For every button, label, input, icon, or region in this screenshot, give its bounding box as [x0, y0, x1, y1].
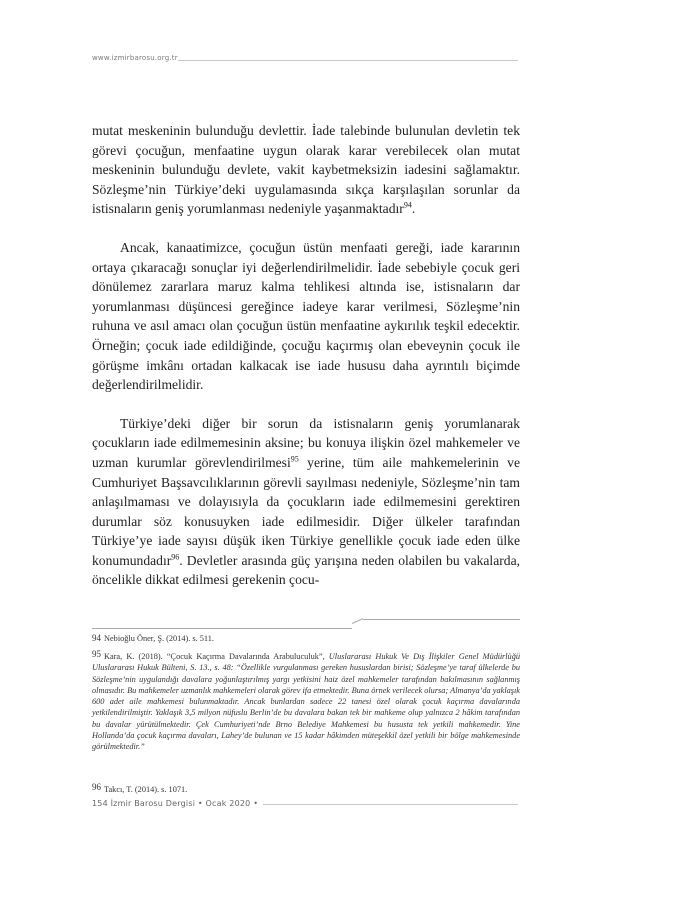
footnote-number: 94 — [92, 633, 101, 643]
footnote-text: Kara, K. (2018). “Çocuk Kaçırma Davalarında Arabuluculuk”, — [104, 652, 329, 661]
page-footer: 154 İzmir Barosu Dergisi • Ocak 2020 • — [92, 799, 259, 808]
footnote-ref-96[interactable]: 96 — [171, 552, 180, 562]
body-text — [92, 121, 520, 590]
footnote-ref-95[interactable]: 95 — [290, 454, 299, 464]
footnote-ref-94[interactable]: 94 — [403, 200, 412, 210]
footnote-text: Nebioğlu Öner, Ş. (2014). s. 511. — [104, 634, 214, 643]
footnote-text: Takcı, T. (2014). s. 1071. — [104, 785, 188, 794]
footnote-95 — [92, 649, 520, 753]
footnote-divider — [92, 619, 520, 631]
paragraph-3 — [92, 414, 520, 590]
footer-rule — [263, 804, 518, 805]
paragraph-3-text-b: yerine, tüm aile mahkemelerinin ve Cumhuriyet Başsavcılıklarının görevli sayılması nedeniyle, Sözleşme’nin tam anlaşılmaması ve dolayısıyla da çocukların iade edilmemesini gerektiren durumlar söz konusuyken iade edilmesidir. Diğer ülkeler tarafından Türkiye’ye iade sayısı düşük iken Türkiye genellikle çocuk iade eden ülke konumundadır — [92, 454, 521, 568]
paragraph-2: Ancak, kanaatimizce, çocuğun üstün menfaati gereği, iade kararının ortaya çıkaracağı sonuçlar iyi değerlendirilmelidir. İade sebebiyle çocuk geri dönülemez zararlara maruz kalma tehlikesi altında ise, istisnaların dar yorumlanması düşüncesi gereğince iadeye karar verilmesi, Sözleşme’nin ruhuna ve asıl amacı olan çocuğun üstün menfaatine aykırılık teşkil edecektir. Örneğin; çocuk iade edildiğinde, çocuğu kaçırmış olan ebeveynin çocuk ile görüşme imkânı ortadan kalkacak ise iade hususu daha ayrıntılı biçimde değerlendirilmelidir. — [92, 239, 520, 393]
paragraph-3-text-c: . Devletler arasında güç yarışına neden olabilen bu vakalarda, öncelikle dikkat edilmesi gerekenin çocu- — [92, 552, 520, 588]
paragraph-1-end: . — [411, 201, 416, 217]
footnote-94 — [92, 633, 520, 644]
footnote-number: 95 — [92, 649, 101, 659]
footnote-96 — [92, 782, 520, 795]
paragraph-1-text: mutat meskeninin bulunduğu devlettir. İade talebinde bulunulan devletin tek görevi çocuğun, menfaatine uygun olarak karar verebilecek olan mutat meskeninin bulunduğu devlete, vakit kaybetmeksizin iadesini sağlamaktır. Sözleşme’nin Türkiye’deki uygulamasında sıkça karşılaşılan sorunlar da istisnaların geniş yorumlanması nedeniyle yaşanmaktadır — [92, 123, 520, 217]
paragraph-1 — [92, 121, 520, 219]
header-rule — [178, 60, 518, 61]
header-url[interactable]: www.izmirbarosu.org.tr — [92, 54, 178, 62]
paragraph-3-text-a: Türkiye’deki diğer bir sorun da istisnaların geniş yorumlanarak çocukların iade edilmemesinin aksine; bu konuya ilişkin özel mahkemeler ve uzman kurumlar görevlendirilmesi — [92, 415, 520, 470]
footnote-number: 96 — [92, 782, 101, 792]
footnote-italic-text: Uluslararası Hukuk Ve Dış İlişkiler Genel Müdürlüğü Uluslararası Hukuk Bülteni, S. 13., s. 48: “Özellikle vurgulanması gereken hususlardan birisi; Sözleşme’ye taraf ülkelerde bu Sözleşme’nin uygulandığı davalara yoğunlaştırılmış yargı yetkisini haiz özel mahkemeler tarafından bakılmasının sağlanmış olmasıdır. Bu mahkemeler uzmanlık mahkemeleri olarak görev ifa etmektedir. Buna örnek verilecek olursa; Almanya’da yaklaşık 600 adet aile mahkemesi bulunmaktadır. Ancak bunlardan sadece 22 tanesi özel olarak çocuk kaçırma davalarında yetkilendirilmiştir. Yaklaşık 3,5 milyon nüfuslu Berlin’de bu davalara bakan tek bir mahkeme olup yalnızca 2 hâkim tarafından bu davalar yürütülmektedir. Çek Cumhuriyeti’nde Brno Belediye Mahkemesi bu hususta tek yetkili mahkemedir. Yine Hollanda’da çocuk kaçırma davaları, Lahey’de bulunan ve 15 kadar hâkimden müteşekkil özel yetkili bir bölge mahkemesinde görülmektedir.” — [92, 652, 521, 752]
